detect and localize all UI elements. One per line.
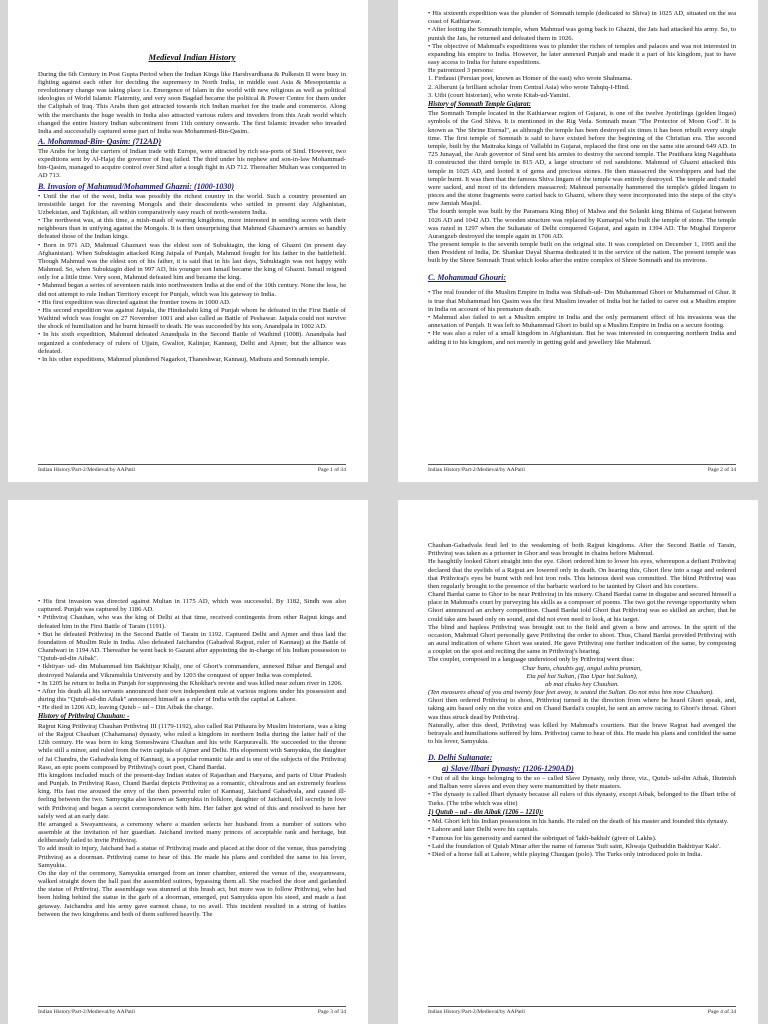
somnath-heading: History of Somnath Temple Gujarat: bbox=[428, 100, 531, 108]
section-heading-a: A. Mohammad-Bin- Qasim: (712AD) bbox=[38, 137, 162, 147]
footer-source: Indian History/Part-2/Medieval/by AAPatil bbox=[38, 467, 135, 474]
page-footer bbox=[428, 1006, 736, 1016]
bullet-item: • His sixteenth expedition was the plunder of Somnath temple (dedicated to Shiva) in 1025 AD, situated on the sea coast of Kathiarwar. bbox=[428, 10, 736, 26]
somnath-paragraph: The present temple is the seventh temple built on the original site. It was completed on December 1, 1995 and the then President of India, Dr. Shankar Dayal Sharma dedicated it in the service of the nation. The present temple was built by the Shree Somnath Trust which looks after the entire complex of Shree Somnath and its environs. bbox=[428, 241, 736, 265]
bullet-item: • Laid the foundation of Qutab Minar after the name of famous 'Sufi saint, Khwaja Qutbuddin Bakhtiyar Kaki'. bbox=[428, 842, 721, 850]
bullet-item: • The real founder of the Muslim Empire in India was Shihab-ud- Din Muhammad Ghori or Muhammad of Ghur. It is true that Muhammad bin Qasim was the first Muslim invader of India but he failed to carve out a Muslim empire in India on account of his premature death. bbox=[428, 289, 736, 313]
page-footer bbox=[38, 464, 346, 474]
section-heading-d: D. Delhi Sultanate: bbox=[428, 753, 493, 763]
prithviraj-paragraph: His kingdom included much of the present-day Indian states of Rajasthan and Haryana, and parts of Uttar Pradesh and Punjab. In Prithviraj Raso, Chand Bardai depicts Prithviraj as a romantic, chivalrous and an extremely fearless king. His fast rise aroused the envy of the then powerful ruler of Kannauj, Jaichand Gahadvala, and caused ill-feeling between the two. Samyogita also known as Samyukta in folklore, daughter of Jaichand, fell secretly in love with Prithviraj and began a secret correspondence with him. Her father got wind of this and resolved to have her safely wed at an early date. bbox=[38, 771, 346, 820]
story-paragraph: The couplet, composed in a language understood only by Prithviraj went thus: bbox=[428, 656, 635, 664]
prithviraj-paragraph: To add insult to injury, Jaichand had a statue of Prithviraj made and placed at the door of the venue, thus parodying Prithviraj as a doorman. Prithviraj came to hear of this. He made his plans and confided the same to his lover, Samyukta. bbox=[38, 845, 346, 869]
page-number: Page 2 of 34 bbox=[707, 467, 736, 474]
bullet-item: • Prithviraj Chauhan, who was the king of Delhi at that time, received contingents from other Rajput kings and defeated him in the First Battle of Tarain (1191). bbox=[38, 614, 346, 630]
prithviraj-heading: History of Prithviraj Chauhan: - bbox=[38, 713, 130, 721]
patron-item: 1. Firdausi (Persian poet, known as Homer of the east) who wrote Shahnama. bbox=[428, 75, 633, 83]
story-paragraph: Ghori then ordered Prithviraj to shoot, Prithviraj turned in the direction from where he heard Ghori speak, and, taking aim based only on the voice and on Chand Bardai's couplet, he sent an arrow racing to Ghori's throat. Ghori was thus struck dead by Prithviraj. bbox=[428, 697, 736, 721]
document-page-4 bbox=[398, 500, 758, 1024]
bullet-item: • Until the rise of the west, India was possibly the richest country in the world. Such a country presented an irresistible target for the ravening Mongols and their descendents who settled in present day Afghanistan, Uzbekistan, and Tajikistan, all within comparatively easy reach of north-western India. bbox=[38, 192, 346, 216]
bullet-item: • In his sixth expedition, Mahmud defeated Anandpala in the Second Battle of Waihind (1008). Anandpala had organized a confederacy of rulers of Ujjain, Gwalior, Kalinjar, Kannauj, Delhi and Ajmer, but the alliance was defeated. bbox=[38, 331, 346, 355]
slave-dynasty-heading: a) Slave/Ilbari Dynasty: (1206-1290AD) bbox=[442, 764, 574, 774]
footer-source: Indian History/Part-2/Medieval/by AAPatil bbox=[38, 1009, 135, 1016]
page-footer bbox=[38, 1006, 346, 1016]
bullet-item: • The northwest was, at this time, a mish-mash of warring kingdoms, more interested in sending scores with their neighbours than in unifying against the Mongols. It is then unsurprising that Mahmud Ghaznavi's armies so handily defeated those of the Indian kings. bbox=[38, 217, 346, 241]
prithviraj-paragraph: He arranged a Swayamwara, a ceremony where a maiden selects her husband from a number of suitors who assemble at the invitation of her guardian. Jaichand invited many princes of acceptable rank and heritage, but deliberately failed to invite Prithviraj. bbox=[38, 820, 346, 845]
couplet-translation: (Ten measures ahead of you and twenty four feet away, is seated the Sultan. Do not miss him now Chauhan). bbox=[428, 689, 714, 697]
document-page-2 bbox=[398, 0, 758, 482]
section-heading-b: B. Invasion of Mahumud/Mohammed Ghazni: (1000-1030) bbox=[38, 181, 235, 191]
patron-item: 3. Utbi (court historian), who wrote Kitab-ud-Yamini. bbox=[428, 91, 570, 99]
bullet-item: • His first invasion was directed against Multan in 1175 AD, which was successful. By 1182, Sindh was also captured. Punjab was captured by 1186 AD. bbox=[38, 598, 346, 614]
story-paragraph: The blind and hapless Prithviraj was brought out to the field and given a bow and arrows. In the spirit of the occasion, Mahmud Ghori personally gave Prithviraj the order to shoot. Thus, Chand Bardai provided Prithviraj with an aural indication of where Ghori was seated. He gave Prithviraj one further indication of the same, by composing a couplet on the spot and reciting the same in Prithviraj's hearing. bbox=[428, 623, 736, 656]
couplet-line: ab mat chuko hey Chauhan. bbox=[545, 680, 619, 688]
bullet-item: • The objective of Mahmud's expeditions was to plunder the riches of temples and palaces and was not interested in expanding his empire to India. However, he later annexed Punjab and made it a part of his kingdom, just to have easy access to India for future expeditions. bbox=[428, 42, 736, 67]
couplet-line: Char bans, chaubis gaj, angul ashta praman, bbox=[522, 664, 642, 672]
bullet-item: • Ikhtiyar- ud- din Muhammad bin Bakhtiyar Khalji, one of Ghori's commanders, annexed Bihar and Bengal and destroyed Nalanda and Vikramshila University and by 1203 the conquest of upper India was completed. bbox=[38, 663, 346, 679]
page-number: Page 3 of 34 bbox=[317, 1009, 346, 1016]
bullet-item: • His second expedition was against Jaipala, the Hindushahi king of Punjab whom he defeated in the First Battle of Waihind which was fought on 27 November 1001 and also called as Battle of Peshawar. Jaipala could not survive the shock of humiliation and he burnt himself to death. He was succeeded by his son, Anandpala in 1002 AD. bbox=[38, 306, 346, 331]
prithviraj-paragraph: On the day of the ceremony, Samyukta emerged from an inner chamber, entered the venue of the, swayamwara, walked straight down the hall past the assembled suitors, bypassing them all. She reached the door and garlanded the statue of Prithviraj. The assemblage was stunned at this brash act, but more was to follow Prithviraj, who had been hiding behind the statue in the garb of a doorman, emerged, put Samyukta upon his steed, and made a fast getaway. Jaichandra and his army gave earnest chase, to no avail. This incident resulted in a string of battles between the two kingdoms and both of them suffered heavily. The bbox=[38, 869, 346, 918]
bullet-item: • Md. Ghori left his Indian possessions in his hands. He ruled on the death of his master and founded this dynasty. bbox=[428, 818, 729, 826]
story-paragraph: Chauhan-Gahadvala feud led to the weakening of both Rajput kingdoms. After the Second Battle of Tarain, Prithviraj was taken as a prisoner in Ghor and was brought in chains before Mahmud. bbox=[428, 542, 736, 558]
footer-source: Indian History/Part-2/Medieval/by AAPatil bbox=[428, 1009, 525, 1016]
bullet-item: • He was also a ruler of a small kingdom in Afghanistan. But he was interested in conquering northern India and adding it to his kingdom, and not merely in getting gold and jewellery like Mahmud. bbox=[428, 330, 736, 346]
bullet-item: • After looting the Somnath temple, when Mahmud was going back to Ghazni, the Jats had attacked his army. So, to punish the Jats, he returned and defeated them in 1026. bbox=[428, 26, 736, 42]
document-title: Medieval Indian History bbox=[148, 52, 236, 62]
bullet-item: • Lahore and later Delhi were his capitals. bbox=[428, 826, 539, 834]
somnath-paragraph: The Somnath Temple located in the Kathiarwar region of Gujarat, is one of the twelve Jyotirlings (golden lingas) symbols of the God Shiva. It is mentioned in the Rig Veda. Somnath mean "The Protector of Moon God". It is known as "the Shrine Eternal", as although the temple has been destroyed six times it has been rebuilt every single time. The first temple of Somnath is said to have existed before the beginning of the Christian era. The second temple, built by the Maitraka kings of Vallabhi in Gujarat, replaced the first one on the same site around 649 AD. In 725 Junayad, the Arab governor of Sind sent his armies to destroy the second temple. The Pratihara king Nagabhata II constructed the third temple in 815 AD, a large structure of red sandstone. Mahmud of Ghazni attacked this temple in 1025 AD, and looted it of gems and precious stones. He then massacred the worshippers and had the temple burnt. It was then that the famous Shiva lingam of the temple was entirely destroyed. The temple and citadel were sacked, and most of its defenders massacred; Mahmud personally hammered the temple's gilded lingam to pieces and the stone fragments were carted back to Ghazni, where they were incorporated into the steps of the city's new Jamiah Masjid. bbox=[428, 110, 736, 208]
intro-paragraph: During the 6th Century in Post Gupta Period when the Indian Kings like Harshvardhana & Pulkesin II were busy in fighting against each other for deciding the supremecy in North India, in middle east Asia & Mesopotamia a revolutionary change was taking place i.e. Emergence of Islam in the world with new religious as well as political ideologies of World Islamic Flaternity, and very soon Bagdad became the political & Power Centre for them under the Caliphah of Iraq. This Arabs then got attracted towards rich Indian market for the trade and commerce. Along with the merchants the huge wealth in India also attracted various rulers and inveders from this Arab world which changed the entire history Indian subcontinent from 11th century onwards. The first Islamic invader who invaded India and successfully captured some part of India was Mohammed-Bin-Qasim. bbox=[38, 70, 346, 135]
bullet-item: • He died in 1206 AD, leaving Qutub – ud – Din Aibak the charge. bbox=[38, 704, 214, 712]
bullet-item: • Died of a horse fall at Lahore, while playing Chaugan (polo). The Turks only introduced polo in India. bbox=[428, 850, 703, 858]
page-number: Page 4 of 34 bbox=[707, 1009, 736, 1016]
patron-item: 2. Alberuni (a brilliant scholar from Central Asia) who wrote Tahqiq-I-Hind. bbox=[428, 83, 630, 91]
story-paragraph: He haughtily looked Ghori straight into the eye. Ghori ordered him to lower his eyes, whereupon a defiant Prithviraj declared that the eyelids of a Rajput are lowered only in death. On hearing this, Ghori flew into a rage and ordered that Prithviraj's eyes be burnt with red hot iron rods. This heinous deed was committed. The blind Prithviraj was then regularly brought to the presence of the barbaric warlord to be taunted by Ghori and his courtiers. bbox=[428, 558, 736, 590]
bullet-item: • But he defeated Prithviraj in the Second Battle of Tarain in 1192. Captured Delhi and Ajmer and thus laid the foundation of Muslim Rule in India. Also defeated Jaichandra (Gahadval Rajput, ruler of Kannauj) at the Battle of Chandwari in 1194 AD. Thereafter he went back to Gazani after appointing the in-charge of his Indian possession to "Qutub-ud-din Aibak". bbox=[38, 630, 346, 663]
page-footer bbox=[428, 464, 736, 474]
bullet-item: • Mahmud began a series of seventeen raids into northwestern India at the end of the 10th century. None the less, he did not attempt to rule Indian Territory except for Punjab, which was his gateway to India. bbox=[38, 282, 346, 298]
document-page-1 bbox=[8, 0, 368, 482]
document-page-3 bbox=[8, 500, 368, 1024]
story-paragraph: Naturally, after this deed, Prithviraj was killed by Mahmud's courtiers. But the brave Rajput had avenged the betrayals and humiliations suffered by him. Prithviraj came to hear of this. He made his plans and confided the same to his lover, Samyukta. bbox=[428, 721, 736, 746]
bullet-item: • In his other expeditions, Mahmud plundered Nagarkot, Thaneshwar, Kannauj, Mathura and Somnath temple. bbox=[38, 355, 330, 363]
bullet-item: • Born in 971 AD, Mahmud Ghaznavi was the eldest son of Subuktagin, the king of Ghazni (in present day Afghanistan). When Subuktagin attacked King Jaipala of Punjab, Mahmud fought for his father in the battlefield. Though Mahmud was the eldest son of his father, it is said that in his last days, Subuktagin was not happy with Mahmud. So, when Subuktagin died in 997 AD, his younger son Ismail became the king of Ghazni. Ismail reigned only for a little time. Very soon, Mahmud defeated him and became the king. bbox=[38, 241, 346, 282]
section-a-paragraph: The Arabs for long the carriers of Indian trade with Europe, were attracted by rich sea-ports of Sind. However, two expeditions sent by Al-Hajaj the governor of Iraq failed. The third under his nephew and son-in-law Mohammad-bin-Qasim, managed to acquire control over Sind after a tough fight in AD 712. Thereafter Multan was conquered in AD 713. bbox=[38, 147, 346, 180]
bullet-item: • The dynasty is called Ilbari dynasty because all rulers of this dynasty, except Aibak, belonged to the Ilbari tribe of Turks. (The tribe which was elite) bbox=[428, 791, 736, 807]
section-heading-c: C. Mohammad Ghouri: bbox=[428, 272, 507, 282]
footer-source: Indian History/Part-2/Medieval/by AAPatil bbox=[428, 467, 525, 474]
patron-intro: He patronized 3 persons: bbox=[428, 67, 494, 75]
bullet-item: • In 1205 he return to India in Punjab for suppressing the Khokhar's revote and was killed near zelum river in 1206. bbox=[38, 679, 343, 687]
bullet-item: • His first expedition was directed against the frontier towns in 1000 AD. bbox=[38, 298, 231, 306]
prithviraj-paragraph: Rajput King Prithviraj Chauhan Prithviraj III (1179-1192), also called Rai Pithaura by Muslim historians, was a king of the Rajput Chauhan (Chahamana) dynasty, who ruled a kingdom in northern India during the latter half of the 12th century. He was born to king Someshwara Chauhan and his wife Karpuravalli. He succeeded to the throne while still a minor, and ruled from the twin capitals of Ajmer and Delhi. His elopement with Samyukta, the daughter of Jai Chandra, the Gahadvala king of Kannauj, is a popular romantic tale and is one of the subjects of the Prithviraj Raso, an epic poem composed by Prithviraj's court poet, Chand Bardai. bbox=[38, 722, 346, 771]
somnath-paragraph: The fourth temple was built by the Paramara King Bhoj of Malwa and the Solanki king Bhima of Gujarat between 1026 AD and 1042 AD. The wooden structure was replaced by Kumarpal who built the temple of stone. The temple was razed in 1297 when the Sultanate of Delhi conquered Gujarat, and again in 1394 AD. The Mughal Emperor Aurangzeb destroyed the temple again in 1706 AD. bbox=[428, 208, 736, 240]
bullet-item: • Mahmud also failed to set a Muslim empire in India and the only permanent effect of his invasions was the annexation of Punjab. It was left to Muhammad Ghori to build up a Muslim Empire in India on a secure footing. bbox=[428, 314, 736, 330]
bullet-item: • Out of all the kings belonging to the so – called Slave Dynasty, only three, viz., Qutub- ud-din Aibak, Iltutmish and Balban were slaves and even they were manumitted by their masters. bbox=[428, 775, 736, 791]
story-paragraph: Chand Bardai came to Ghor to be near Prithviraj in his misery. Chand Bardai came in disguise and secured himself a place in Mahmud's court by purveying his skills as a composer of poems. The two got the revenge opportunity when Ghori announced an archery competition. Chand Bardai told Ghori that Prithviraj was so skilled an archer, that he could take aim based only on sound, and did not even need to look, at his target. bbox=[428, 591, 736, 623]
couplet-line: Eta pal hai Sultan, (Taa Upar hat Sultan), bbox=[526, 672, 638, 680]
bullet-item: • Famous for his generosity and earned the sobriquet of 'lakh-bakhsh' (giver of Lakhs). bbox=[428, 834, 657, 842]
qutub-heading: 1) Qutub – ud – din Aibak (1206 – 1210): bbox=[428, 808, 544, 816]
page-number: Page 1 of 34 bbox=[317, 467, 346, 474]
bullet-item: • After his death all his servants announced their own independent rule at various regions under his possession and during this "Qutub-ad-din Aibak" announced himself as a ruler of India with the capital at Lahore. bbox=[38, 687, 346, 704]
